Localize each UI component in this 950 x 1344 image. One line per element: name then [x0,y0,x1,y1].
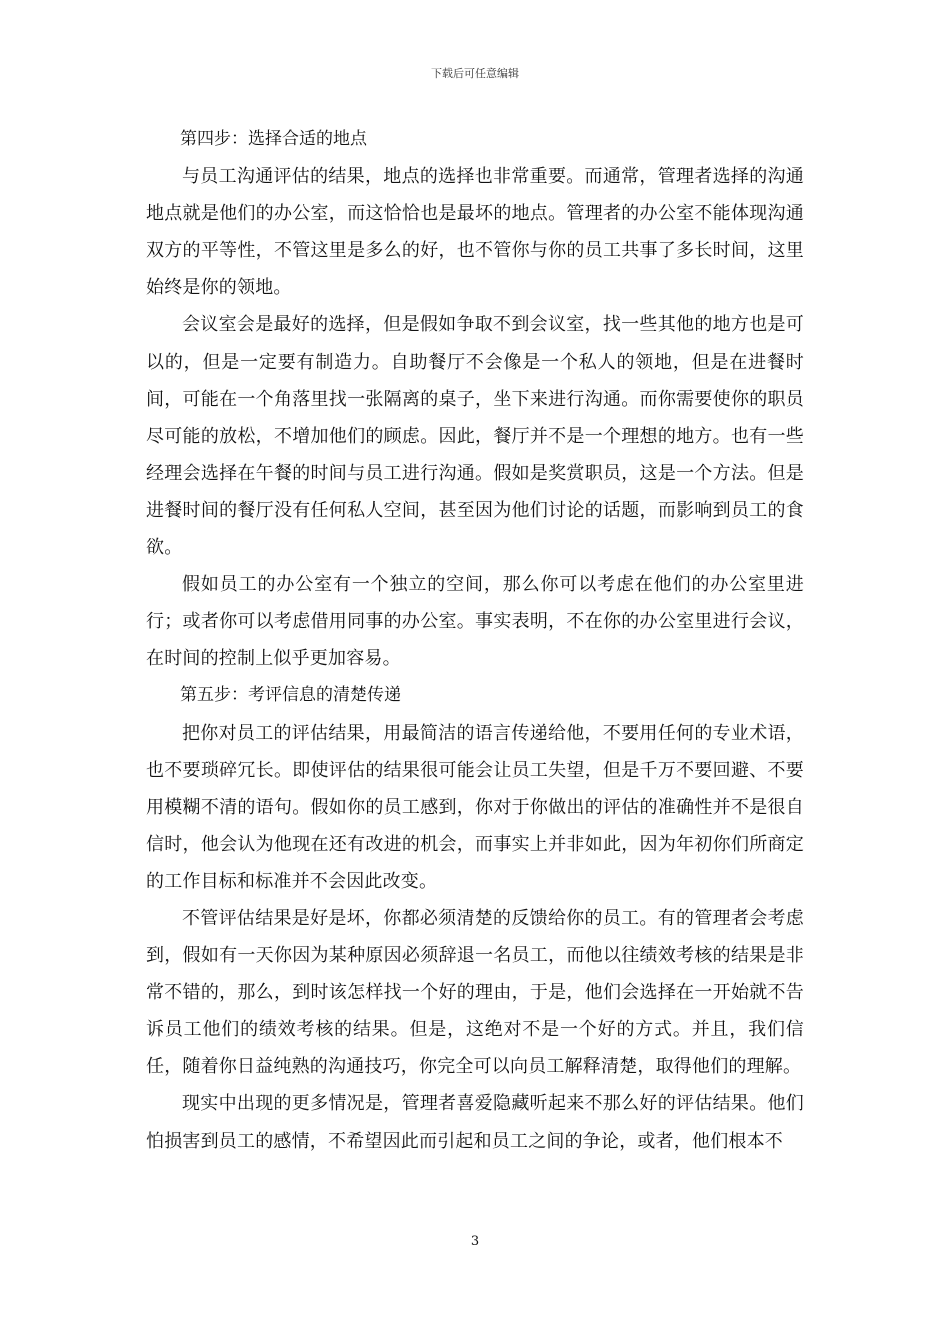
document-body [146,121,804,1160]
paragraph: 不管评估结果是好是坏，你都必须清楚的反馈给你的员工。有的管理者会考虑到，假如有一天你因为某种原因必须辞退一名员工，而他以往绩效考核的结果是非常不错的，那么，到时该怎样找一个好的理由，于是，他们会选择在一开始就不告诉员工他们的绩效考核的结果。但是，这绝对不是一个好的方式。并且，我们信任，随着你日益纯熟的沟通技巧，你完全可以向员工解释清楚，取得他们的理解。 [146,907,804,1078]
paragraph: 会议室会是最好的选择，但是假如争取不到会议室，找一些其他的地方也是可以的，但是一定要有制造力。自助餐厅不会像是一个私人的领地，但是在进餐时间，可能在一个角落里找一张隔离的桌子，坐下来进行沟通。而你需要使你的职员尽可能的放松，不增加他们的顾虑。因此，餐厅并不是一个理想的地方。也有一些经理会选择在午餐的时间与员工进行沟通。假如是奖赏职员，这是一个方法。但是进餐时间的餐厅没有任何私人空间，甚至因为他们讨论的话题，而影响到员工的食欲。 [146,314,804,559]
paragraph: 现实中出现的更多情况是，管理者喜爱隐藏听起来不那么好的评估结果。他们怕损害到员工的感情，不希望因此而引起和员工之间的争论，或者，他们根本不 [146,1093,804,1152]
section-heading-step-5: 第五步：考评信息的清楚传递 [180,685,401,706]
paragraph: 与员工沟通评估的结果，地点的选择也非常重要。而通常，管理者选择的沟通地点就是他们的办公室，而这恰恰也是最坏的地点。管理者的办公室不能体现沟通双方的平等性，不管这里是多么的好，也不管你与你的员工共事了多长时间，这里始终是你的领地。 [146,166,804,299]
page-header: 下载后可任意编辑 [431,67,519,80]
section-heading-step-4: 第四步：选择合适的地点 [180,129,367,149]
paragraph: 假如员工的办公室有一个独立的空间，那么你可以考虑在他们的办公室里进行；或者你可以考虑借用同事的办公室。事实表明，不在你的办公室里进行会议，在时间的控制上似乎更加容易。 [146,574,804,670]
page-number: 3 [470,1234,480,1249]
paragraph: 把你对员工的评估结果，用最简洁的语言传递给他，不要用任何的专业术语，也不要琐碎冗长。即使评估的结果很可能会让员工失望，但是千万不要回避、不要用模糊不清的语句。假如你的员工感到，你对于你做出的评估的准确性并不是很自信时，他会认为他现在还有改进的机会，而事实上并非如此，因为年初你们所商定的工作目标和标准并不会因此改变。 [146,722,804,892]
